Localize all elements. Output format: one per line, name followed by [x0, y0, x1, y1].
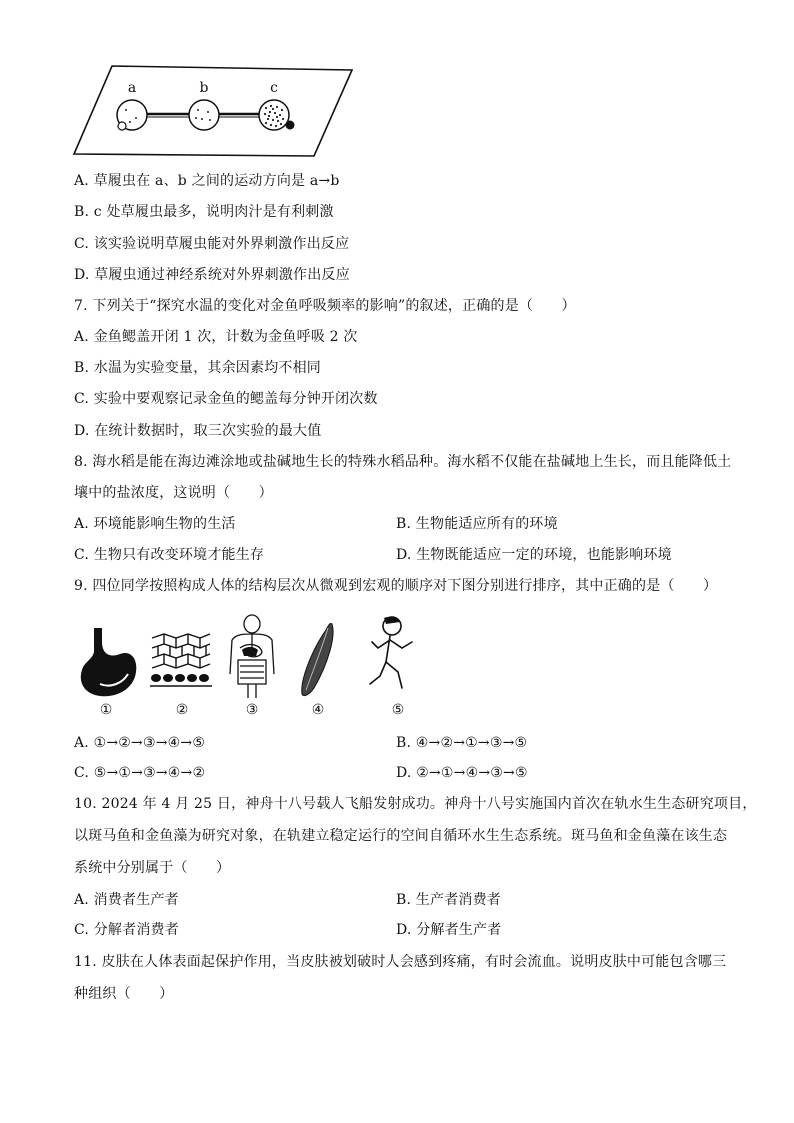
q7-option-d: D. 在统计数据时，取三次实验的最大值: [74, 423, 322, 439]
q8-option-a: A. 环境能影响生物的生活: [74, 516, 236, 532]
q8-option-c: C. 生物只有改变环境才能生存: [74, 547, 265, 563]
q7-option-b: B. 水温为实验变量，其余因素均不相同: [74, 360, 321, 376]
running-boy-image: [366, 614, 426, 696]
muscle-tissue-image: [298, 620, 338, 700]
q9-option-b: B. ④→②→①→③→⑤: [396, 735, 528, 751]
q10-stem-line3: 系统中分别属于（ ）: [74, 860, 231, 876]
q10-option-c: C. 分解者消费者: [74, 922, 179, 938]
q8-option-d: D. 生物既能适应一定的环境，也能影响环境: [396, 547, 672, 563]
q10-stem-line2: 以斑马鱼和金鱼藻为研究对象，在轨建立稳定运行的空间自循环水生生态系统。斑马鱼和金鱼藻在该生态: [74, 828, 728, 844]
digestive-system-image: [224, 614, 280, 702]
q6-option-d: D. 草履虫通过神经系统对外界刺激作出反应: [74, 267, 350, 283]
q8-stem-line1: 8. 海水稻是能在海边滩涂地或盐碱地生长的特殊水稻品种。海水稻不仅能在盐碱地上生长，而且能降低土: [74, 454, 732, 470]
q10-option-a: A. 消费者生产者: [74, 892, 179, 908]
drop-label-a: a: [127, 80, 137, 96]
q10-option-b: B. 生产者消费者: [396, 892, 501, 908]
q11-stem-line2: 种组织（ ）: [74, 986, 174, 1002]
q10-stem-line1: 10. 2024 年 4 月 25 日，神舟十八号载人飞船发射成功。神舟十八号实施国内首次在轨水生生态研究项目，: [74, 796, 757, 812]
q9-label-5: ⑤: [391, 702, 405, 718]
q7-option-c: C. 实验中要观察记录金鱼的鳃盖每分钟开闭次数: [74, 391, 378, 407]
q9-label-4: ④: [311, 702, 325, 718]
q10-option-d: D. 分解者生产者: [396, 922, 502, 938]
q9-option-d: D. ②→①→④→③→⑤: [396, 765, 528, 781]
paramecium-slide-figure: [70, 62, 360, 162]
q6-option-c: C. 该实验说明草履虫能对外界刺激作出反应: [74, 236, 350, 252]
q6-option-a: A. 草履虫在 a、b 之间的运动方向是 a→b: [74, 173, 340, 189]
q11-stem-line1: 11. 皮肤在人体表面起保护作用，当皮肤被划破时人会感到疼痛，有时会流血。说明皮肤中可能包含哪三: [74, 954, 727, 970]
drop-label-b: b: [199, 80, 209, 96]
q9-label-1: ①: [99, 702, 113, 718]
q6-option-b: B. c 处草履虫最多，说明肉汁是有利刺激: [74, 204, 334, 220]
q9-stem: 9. 四位同学按照构成人体的结构层次从微观到宏观的顺序对下图分别进行排序，其中正确的是（ ）: [74, 578, 718, 594]
q9-label-3: ③: [245, 702, 259, 718]
q9-option-c: C. ⑤→①→③→④→②: [74, 765, 206, 781]
q7-option-a: A. 金鱼鳃盖开闭 1 次，计数为金鱼呼吸 2 次: [74, 329, 358, 345]
drop-label-c: c: [270, 80, 278, 96]
q8-option-b: B. 生物能适应所有的环境: [396, 516, 558, 532]
q9-option-a: A. ①→②→③→④→⑤: [74, 735, 206, 751]
q9-label-2: ②: [175, 702, 189, 718]
q7-stem: 7. 下列关于“探究水温的变化对金鱼呼吸频率的影响”的叙述，正确的是（ ）: [74, 298, 576, 314]
epithelial-tissue-image: [148, 630, 214, 696]
q8-stem-line2: 壤中的盐浓度，这说明（ ）: [74, 485, 273, 501]
stomach-organ-image: [76, 624, 140, 700]
